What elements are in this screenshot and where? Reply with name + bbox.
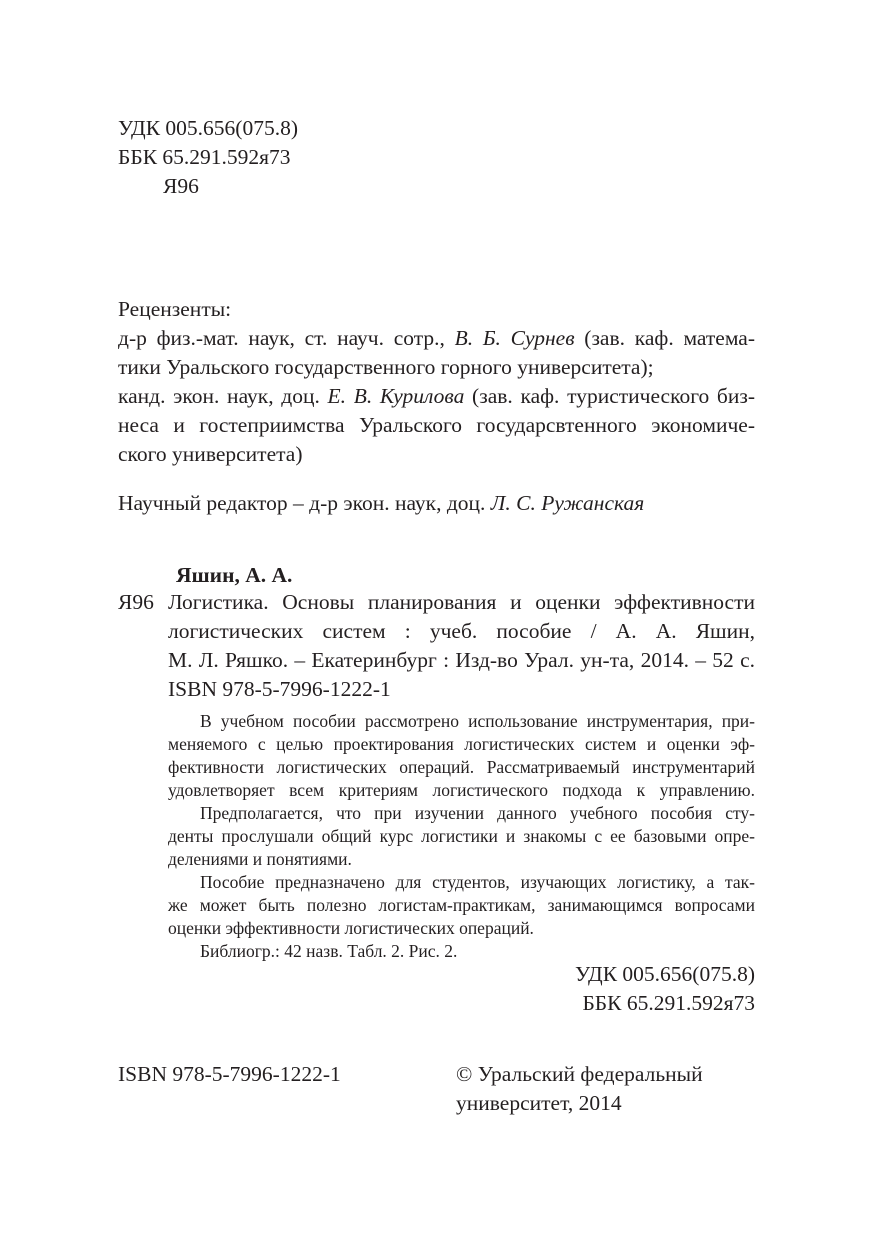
reviewer-1-credentials: д-р физ.-мат. наук, ст. науч. сотр.,: [118, 326, 455, 350]
bottom-isbn: ISBN 978-5-7996-1222-1: [118, 1062, 341, 1086]
reviewer-line-4: неса и гостеприимства Уральского государсвтенного экономиче-: [118, 413, 755, 437]
reviewer-line-2: тики Уральского государственного горного университета);: [118, 355, 654, 379]
abstract-p3-line-1: Пособие предназначено для студентов, изучающих логистику, а так-: [200, 872, 755, 892]
reviewer-line-1: [118, 324, 755, 352]
copyright-line-1: © Уральский федеральный: [456, 1062, 703, 1086]
abstract-biblio: Библиогр.: 42 назв. Табл. 2. Рис. 2.: [200, 941, 458, 961]
abstract-p1-line-1: В учебном пособии рассмотрено использование инструментария, при-: [200, 711, 755, 731]
reviewer-1-position: (зав. каф. матема-: [574, 326, 755, 350]
author-sign-code: Я96: [163, 174, 199, 198]
bib-line-3: М. Л. Ряшко. – Екатеринбург : Изд-во Урал. ун-та, 2014. – 52 с.: [168, 648, 755, 672]
bbk-code: ББК 65.291.592я73: [118, 145, 291, 169]
editor-credentials: Научный редактор – д-р экон. наук, доц.: [118, 491, 491, 515]
bib-line-2: логистических систем : учеб. пособие / А. А. Яшин,: [168, 619, 755, 643]
reviewer-2-name: Е. В. Курилова: [327, 384, 465, 408]
abstract-p2-line-1: Предполагается, что при изучении данного учебного пособия сту-: [200, 803, 755, 823]
bib-isbn: ISBN 978-5-7996-1222-1: [168, 677, 391, 701]
abstract-p2-line-3: делениями и понятиями.: [168, 849, 352, 869]
abstract-p1-line-2: меняемого с целью проектирования логистических систем и оценки эф-: [168, 734, 755, 754]
abstract-p3-line-3: оценки эффективности логистических операций.: [168, 918, 534, 938]
reviewer-line-3: [118, 382, 755, 410]
udk-code: УДК 005.656(075.8): [118, 116, 298, 140]
reviewers-title: Рецензенты:: [118, 297, 232, 321]
footer-bbk-code: ББК 65.291.592я73: [582, 991, 755, 1015]
reviewer-1-name: В. Б. Сурнев: [454, 326, 575, 350]
abstract-p2-line-2: денты прослушали общий курс логистики и знакомы с ее базовыми опре-: [168, 826, 755, 846]
reviewer-2-credentials: канд. экон. наук, доц.: [118, 384, 328, 408]
scientific-editor: [118, 489, 644, 517]
copyright-line-2: университет, 2014: [456, 1091, 622, 1115]
abstract-p3-line-2: же может быть полезно логистам-практикам, занимающимся вопросами: [168, 895, 755, 915]
bib-author: Яшин, А. А.: [176, 563, 293, 587]
bib-code: Я96: [118, 590, 154, 614]
bib-line-1: Логистика. Основы планирования и оценки эффективности: [168, 590, 755, 614]
abstract-p1-line-4: удовлетворяет всем критериям логистического подхода к управлению.: [168, 780, 755, 800]
editor-name: Л. С. Ружанская: [490, 491, 645, 515]
abstract-p1-line-3: фективности логистических операций. Рассматриваемый инструментарий: [168, 757, 755, 777]
reviewer-line-5: ского университета): [118, 442, 303, 466]
footer-udk-code: УДК 005.656(075.8): [575, 962, 755, 986]
reviewer-2-position: (зав. каф. туристического биз-: [464, 384, 756, 408]
